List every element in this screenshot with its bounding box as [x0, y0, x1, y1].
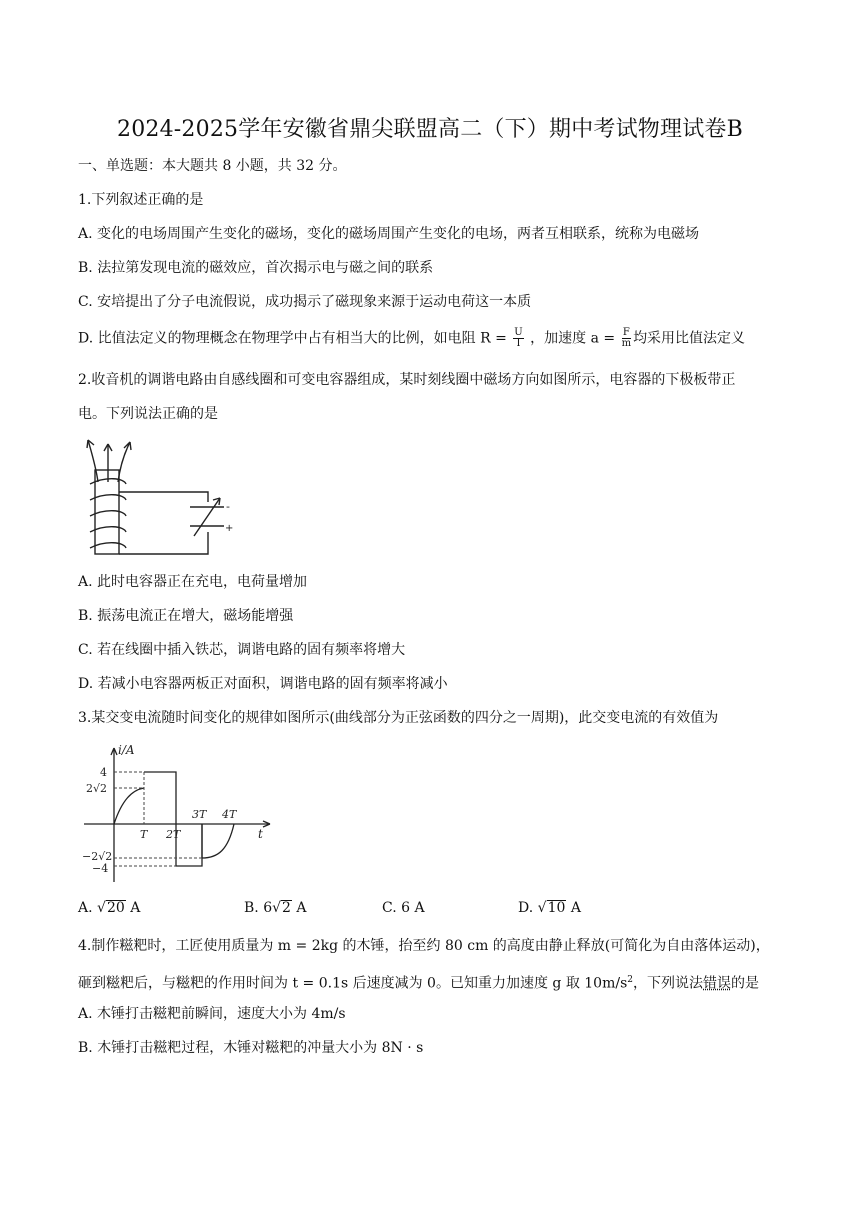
field-arrow-left: [88, 440, 98, 482]
y-axis-label: i/A: [118, 743, 135, 757]
x-axis-label: t: [258, 827, 263, 841]
q4-line2-suffix: 的是: [731, 975, 760, 992]
option-unit: A: [130, 900, 141, 916]
option-unit: A: [296, 900, 307, 916]
y-tick-neg-4: −4: [92, 862, 109, 875]
y-tick-4: 4: [100, 766, 107, 779]
q2-stem-line2: 电。下列说法正确的是: [78, 406, 218, 422]
variable-arrow: [194, 498, 220, 536]
curve-rising: [114, 788, 144, 824]
option-prefix: D.: [518, 900, 534, 916]
q3-option-b: B. 6√2 A: [244, 900, 307, 916]
x-tick-T: T: [140, 828, 148, 841]
sqrt-radicand: 20: [106, 900, 125, 916]
y-tick-neg-2root2: −2√2: [82, 850, 113, 863]
q1-d-suffix: 均采用比值法定义: [633, 330, 746, 347]
y-tick-2root2: 2√2: [86, 782, 108, 795]
curve-negative: [202, 824, 234, 858]
q3-options: [78, 900, 698, 922]
sqrt-radicand: 10: [547, 900, 566, 916]
q4-line2-mid: ，下列说法: [633, 975, 704, 992]
q1-stem: 1.下列叙述正确的是: [78, 192, 204, 208]
q2-option-a: A. 此时电容器正在充电，电荷量增加: [78, 574, 308, 590]
frac-numerator: F: [622, 327, 630, 338]
plate-bottom-sign: +: [225, 523, 234, 534]
q1-d-prefix: D. 比值法定义的物理概念在物理学中占有相当大的比例，如电阻 R =: [78, 330, 507, 347]
frac-denominator: I: [516, 338, 521, 349]
q2-option-d: D. 若减小电容器两板正对面积，调谐电路的固有频率将减小: [78, 676, 448, 692]
resistance-fraction: [513, 328, 523, 349]
q4-option-b: B. 木锤打击糍粑过程，木锤对糍粑的冲量大小为 8N · s: [78, 1040, 424, 1056]
q3-option-a: A. √20 A: [78, 900, 141, 916]
q2-option-c: C. 若在线圈中插入铁芯，调谐电路的固有频率将增大: [78, 642, 406, 658]
q3-option-d: D. √10 A: [518, 900, 581, 916]
q1-option-c: C. 安培提出了分子电流假说，成功揭示了磁现象来源于运动电荷这一本质: [78, 294, 532, 310]
option-unit: A: [570, 900, 581, 916]
q2-stem-line1: 2.收音机的调谐电路由自感线圈和可变电容器组成，某时刻线圈中磁场方向如图所示，电容器的下极板带正: [78, 372, 736, 388]
current-time-graph: [78, 742, 278, 886]
q1-option-a: A. 变化的电场周围产生变化的磁场，变化的磁场周围产生变化的电场，两者互相联系，统称为电磁场: [78, 226, 700, 242]
q4-stem-line2: [78, 970, 759, 994]
option-prefix: A.: [78, 900, 93, 916]
q1-option-b: B. 法拉第发现电流的磁效应，首次揭示电与磁之间的联系: [78, 260, 434, 276]
plate-top-sign: -: [226, 500, 230, 513]
lc-circuit-figure: [78, 432, 248, 558]
segment-positive-flat: [144, 772, 176, 824]
acceleration-fraction: [622, 328, 631, 349]
option-prefix: B. 6: [244, 900, 273, 916]
page-title: 2024-2025学年安徽省鼎尖联盟高二（下）期中考试物理试卷B: [117, 117, 743, 142]
sqrt-radicand: 2: [282, 900, 291, 916]
section-heading: 一、单选题：本大题共 8 小题，共 32 分。: [78, 158, 347, 174]
superscript: 2: [627, 975, 634, 985]
circuit-wire: [119, 492, 208, 554]
q4-stem-line1: 4.制作糍粑时，工匠使用质量为 m = 2kg 的木锤，抬至约 80 cm 的高度由静止释放(可简化为自由落体运动)，: [78, 938, 770, 954]
frac-denominator: m: [621, 338, 632, 349]
emphasis-word: 错误: [703, 975, 732, 992]
q4-option-a: A. 木锤打击糍粑前瞬间，速度大小为 4m/s: [78, 1006, 346, 1022]
frac-numerator: U: [514, 327, 523, 338]
q3-option-c: C. 6 A: [382, 900, 425, 916]
x-tick-2T: 2T: [166, 828, 181, 841]
q3-stem: 3.某交变电流随时间变化的规律如图所示(曲线部分为正弦函数的四分之一周期)，此交变电流的有效值为: [78, 710, 719, 726]
q2-option-b: B. 振荡电流正在增大，磁场能增强: [78, 608, 294, 624]
x-tick-4T: 4T: [222, 808, 237, 821]
q1-option-d: [78, 328, 745, 349]
q1-d-middle: ，加速度 a =: [530, 330, 616, 347]
q4-line2-prefix: 砸到糍粑后，与糍粑的作用时间为 t = 0.1s 后速度减为 0。已知重力加速度 g 取 10m/s: [78, 975, 628, 992]
x-tick-3T: 3T: [192, 808, 207, 821]
field-arrow-right: [118, 442, 130, 482]
